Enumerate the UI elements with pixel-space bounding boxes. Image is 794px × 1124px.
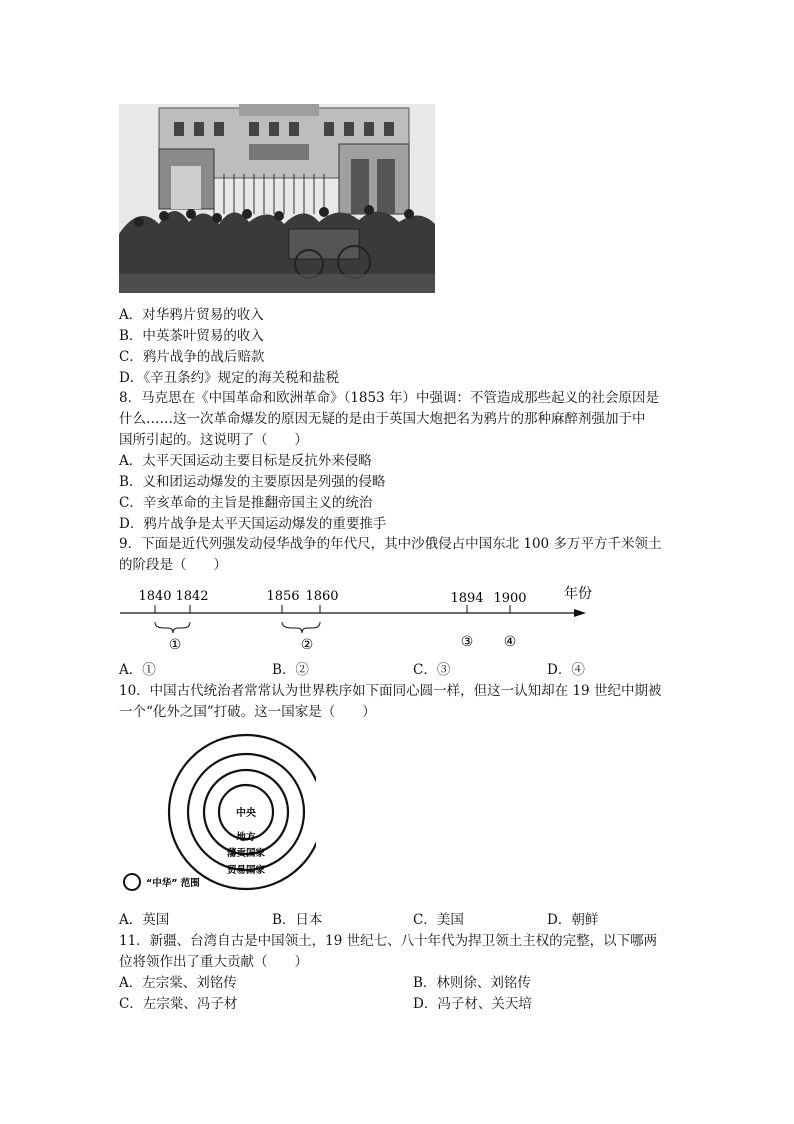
q8-stem-line-3: 国所引起的。这说明了（ ） [119,432,308,448]
q10-option-b: B．日本 [272,912,323,928]
q8-option-b: B．义和团运动爆发的主要原因是列强的侵略 [119,474,386,490]
tick-1840: 1840 [138,589,172,604]
brace-2 [282,622,320,633]
q11-stem-line-2: 位将领作出了重大贡献（ ） [119,954,308,970]
q8-option-a: A．太平天国运动主要目标是反抗外来侵略 [119,453,372,469]
tick-1856: 1856 [266,589,300,604]
legend-label: “中华” 范围 [146,878,200,889]
label-trade: 贸易国家 [226,865,266,876]
customs-house-engraving [119,104,435,293]
q9-stem-line-2: 的阶段是（ ） [119,557,227,573]
q11-stem-line-1: 11．新疆、台湾自古是中国领土，19 世纪七、八十年代为捍卫领土主权的完整，以下哪两 [119,933,658,949]
q8-stem-line-1: 8．马克思在《中国革命和欧洲革命》（1853 年）中强调：不管造成那些起义的社会原因是 [119,390,659,406]
label-tributary: 藩贡国家 [226,848,266,859]
marker-2: ② [300,637,314,653]
tick-1900: 1900 [493,591,527,606]
q10-stem-line-1: 10．中国古代统治者常常认为世界秩序如下面同心圆一样，但这一认知却在 19 世纪中期被 [119,683,662,699]
q11-option-a: A．左宗棠、刘铭传 [119,975,237,991]
q10-option-d: D．朝鲜 [547,912,599,928]
tick-1894: 1894 [450,591,484,606]
legend-circle-icon [124,874,140,890]
q7-option-b: B．中英茶叶贸易的收入 [119,328,264,344]
marker-1: ① [168,637,182,653]
q8-option-d: D．鸦片战争是太平天国运动爆发的重要推手 [119,516,387,532]
q7-option-d: D．《辛丑条约》规定的海关税和盐税 [119,370,340,386]
tick-1842: 1842 [175,589,209,604]
q9-option-b: B．② [272,662,309,678]
marker-3: ③ [460,634,474,650]
axis-label: 年份 [564,586,592,602]
concentric-circles-diagram [116,732,316,892]
q9-option-d: D．④ [547,662,585,678]
q7-option-a: A．对华鸦片贸易的收入 [119,307,264,323]
year-timeline [116,580,606,655]
label-center: 中央 [236,808,256,819]
q11-option-c: C．左宗棠、冯子材 [119,996,238,1012]
brace-1 [155,622,190,633]
q9-option-c: C．③ [413,662,451,678]
q8-stem-line-2: 什么……这一次革命爆发的原因无疑的是由于英国大炮把名为鸦片的那种麻醉剂强加于中 [119,411,646,427]
tick-1860: 1860 [305,589,339,604]
marker-4: ④ [503,634,517,650]
timeline-arrow [574,609,586,617]
q10-option-c: C．美国 [413,912,464,928]
q9-stem-line-1: 9．下面是近代列强发动侵华战争的年代尺，其中沙俄侵占中国东北 100 多万平方千米领土 [119,536,662,552]
q10-option-a: A．英国 [119,912,170,928]
q11-option-d: D．冯子材、关天培 [413,996,532,1012]
q10-stem-line-2: 一个“化外之国”打破。这一国家是（ ） [119,704,376,720]
q9-option-a: A．① [119,662,156,678]
q11-option-b: B．林则徐、刘铭传 [413,975,531,991]
q7-option-c: C．鸦片战争的战后赔款 [119,349,265,365]
q8-option-c: C．辛亥革命的主旨是推翻帝国主义的统治 [119,495,373,511]
label-local: 地方 [236,832,256,843]
